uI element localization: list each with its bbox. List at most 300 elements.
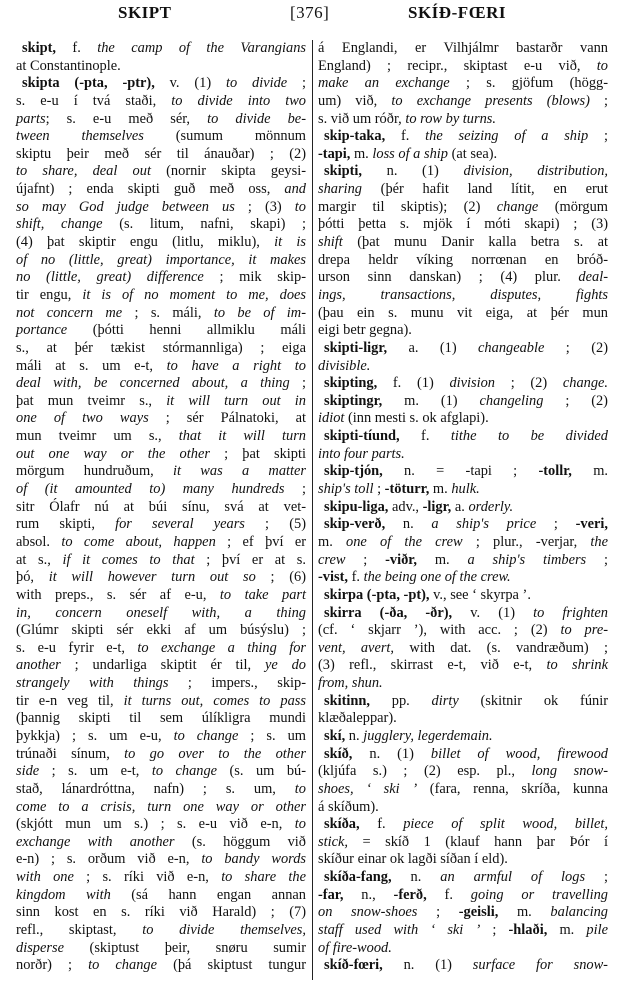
text-line [16, 851, 306, 869]
translation-text: portance [16, 322, 68, 339]
body-text: skiptu þeir með sér til ánauðar) ; (2) [16, 145, 306, 162]
translation-text: it is [274, 234, 306, 251]
translation-text: to be of im- [213, 304, 306, 321]
translation-text: parts [16, 110, 46, 127]
text-line [16, 940, 306, 958]
text-line [318, 552, 608, 570]
headword: skíð-fœri, [324, 957, 383, 974]
text-line [318, 587, 608, 605]
body-text: ; (6) [255, 569, 306, 586]
text-line [16, 516, 306, 534]
body-text: ; [480, 922, 509, 939]
translation-text: hulk. [451, 481, 480, 498]
text-line [16, 534, 306, 552]
text-line [16, 622, 306, 640]
translation-text: a ship's timbers [467, 551, 587, 568]
translation-text: the seizing of a ship [425, 128, 589, 145]
translation-text: staff used with ‘ ski ’ [318, 922, 481, 939]
translation-text: it will turn out in [166, 392, 306, 409]
translation-text: deal with, be concerned about, a thing [16, 375, 290, 392]
body-text: m. [416, 551, 468, 568]
translation-text: changeable [478, 339, 545, 356]
translation-text: ship's toll [318, 481, 374, 498]
body-text: mörgum hundruðum, [16, 463, 174, 480]
text-line [16, 252, 306, 270]
text-line [318, 922, 608, 940]
translation-text: it was a matter [173, 463, 307, 480]
headword: skíð, [324, 745, 353, 762]
headword: skíða-fang, [324, 869, 392, 886]
translation-text: to take part [219, 586, 306, 603]
text-line [318, 199, 608, 217]
text-line [318, 181, 608, 199]
text-line [16, 569, 306, 587]
text-line [16, 693, 306, 711]
body-text: n. [385, 516, 432, 533]
translation-text: shoes, ‘ ski ’ [318, 780, 418, 797]
translation-text: shift, change [16, 216, 103, 233]
text-line [318, 393, 608, 411]
translation-text: a ship's price [431, 516, 537, 533]
text-line [16, 605, 306, 623]
text-line [318, 763, 608, 781]
body-text: (þótti henni allmiklu máli [67, 322, 306, 339]
text-line [318, 463, 608, 481]
translation-text: divisible. [318, 357, 371, 374]
body-text: s. við um róðr, [318, 110, 406, 127]
translation-text: to go over to the other [124, 745, 306, 762]
translation-text: to come about, happen [61, 533, 216, 550]
text-line [318, 163, 608, 181]
body-text: ; sér Pálnatoki, at [148, 410, 306, 427]
text-line [318, 605, 608, 623]
body-text: ; [585, 869, 608, 886]
translation-text: changeling [479, 392, 544, 409]
body-text: á Englandi, er Vilhjálmr bastarðr vann [318, 40, 608, 56]
translation-text: not concern me [16, 304, 123, 321]
translation-text: disperse [16, 939, 64, 956]
text-line [16, 58, 306, 76]
body-text: (4) þat skiptir engu (litlu, miklu), [16, 234, 275, 251]
body-text: (kljúfa s.) ; (2) esp. pl., [318, 763, 532, 780]
body-text: e-n) ; s. orðum við e-n, [16, 851, 202, 868]
body-text: at s., [16, 551, 63, 568]
body-text: (sá hann engan annan [110, 886, 306, 903]
body-text: ; [345, 551, 386, 568]
text-line [16, 428, 306, 446]
text-line [16, 816, 306, 834]
text-line [318, 216, 608, 234]
text-line [318, 410, 608, 428]
text-line [318, 481, 608, 499]
headword: -far, [318, 886, 344, 903]
text-line [16, 40, 306, 58]
text-line [16, 746, 306, 764]
translation-text: to [596, 57, 608, 74]
text-line [318, 428, 608, 446]
text-line [318, 40, 608, 58]
text-line [318, 499, 608, 517]
text-line [318, 234, 608, 252]
translation-text: deal- [578, 269, 608, 286]
body-text: f. [56, 40, 98, 56]
body-text: (þau ein s. munu vit eiga, at þér mun [318, 304, 608, 321]
headword: skipt, [22, 40, 56, 56]
text-line [318, 58, 608, 76]
text-line [16, 463, 306, 481]
body-text: ; þat skipti [209, 445, 306, 462]
body-text: v. (1) [154, 75, 226, 92]
translation-text: one of two ways [16, 410, 149, 427]
translation-text: one of the crew [346, 533, 463, 550]
translation-text: and [284, 181, 306, 198]
body-text: (at sea). [447, 145, 498, 162]
text-line [318, 111, 608, 129]
body-text: v., see ‘ skyrpa ’. [429, 586, 531, 603]
translation-text: in, concern oneself with, a thing [16, 604, 306, 621]
translation-text: crew [318, 551, 346, 568]
text-line [16, 234, 306, 252]
text-line [16, 887, 306, 905]
body-text: a. (1) [387, 339, 479, 356]
translation-text: another [16, 657, 61, 674]
body-text: n. = -tapi ; [382, 463, 539, 480]
translation-text: from, shun. [318, 675, 383, 692]
right-column [318, 40, 608, 975]
headword: -ligr, [422, 498, 452, 515]
translation-text: sharing [318, 181, 362, 198]
translation-text: tithe to be divided [450, 428, 608, 445]
translation-text: an armful of logs [440, 869, 586, 886]
body-text: (þér hafit land lítit, en erut [361, 181, 608, 198]
headword: -tollr, [538, 463, 572, 480]
body-text: m. [498, 904, 551, 921]
left-guide-word: SKIPT [118, 3, 172, 22]
body-text: (skiptust þeir, snøru sumir [63, 939, 306, 956]
body-text: at Constantinople. [16, 57, 121, 74]
headword: skipti, [324, 163, 362, 180]
body-text: ; s. ríki við e-n, [73, 869, 222, 886]
body-text: ; því er at s. [194, 551, 306, 568]
translation-text: stick, [318, 833, 348, 850]
translation-text: make an exchange [318, 75, 450, 92]
translation-text: piece of split wood, billet, [403, 816, 609, 833]
translation-text: dirty [431, 692, 459, 709]
text-line [318, 781, 608, 799]
translation-text: come to a crisis, turn one way or other [16, 798, 306, 815]
body-text: m. (1) [382, 392, 480, 409]
translation-text: division, distribution, [463, 163, 608, 180]
translation-text: billet of wood, firewood [430, 745, 608, 762]
body-text: s. e-u í tvá staði, [16, 92, 172, 109]
text-line [318, 358, 608, 376]
translation-text: to frighten [533, 604, 608, 621]
translation-text: to change [173, 727, 239, 744]
headword: skiptingr, [324, 392, 383, 409]
body-text: (nornir skipta geysi- [150, 163, 306, 180]
column-divider [312, 40, 313, 980]
body-text: v. (1) [452, 604, 534, 621]
headword: skipta (-pta, -ptr), [22, 75, 155, 92]
body-text: ; s. gjöfum (högg- [449, 75, 609, 92]
body-text: m. [350, 145, 373, 162]
body-text: újafnt) ; enda skipti guð með oss, [16, 181, 285, 198]
headword: -vist, [318, 569, 348, 586]
text-line [318, 375, 608, 393]
translation-text: jugglery, legerdemain. [363, 727, 493, 744]
body-text: with dat. (s. vandræðum) ; [394, 639, 608, 656]
translation-text: change. [562, 375, 609, 392]
body-text: absol. [16, 533, 62, 550]
text-line [16, 128, 306, 146]
body-text: (skitnir ok fúnir [458, 692, 608, 709]
text-line [16, 481, 306, 499]
translation-text: to share the [221, 869, 306, 886]
text-line [16, 710, 306, 728]
translation-text: to [294, 780, 306, 797]
translation-text: to divide [225, 75, 288, 92]
body-text: tir e-n veg til, [16, 692, 124, 709]
headword: skipti-ligr, [324, 339, 388, 356]
text-line [318, 516, 608, 534]
translation-text: with one [16, 869, 74, 886]
body-text: ; (2) [544, 339, 608, 356]
headword: -veri, [575, 516, 608, 533]
body-text: s., at þér tækist stórmannliga) ; eiga [16, 339, 306, 356]
body-text: ; [536, 516, 576, 533]
text-line [16, 957, 306, 975]
body-text: trúnaði sínum, [16, 745, 125, 762]
body-text: n. (1) [362, 163, 464, 180]
text-line [16, 181, 306, 199]
text-line [16, 799, 306, 817]
text-line [16, 146, 306, 164]
text-line [16, 869, 306, 887]
body-text: n. (1) [382, 957, 473, 974]
translation-text: exchange with another [16, 833, 175, 850]
translation-text: balancing [550, 904, 608, 921]
headword: skirra (-ða, -ðr), [324, 604, 453, 621]
text-line [16, 904, 306, 922]
text-line [318, 904, 608, 922]
body-text: n. (1) [352, 745, 431, 762]
body-text: adv., [388, 498, 423, 515]
translation-text: of (it amounted to) many hundreds [16, 481, 285, 498]
body-text: margir til skiptis); (2) [318, 198, 497, 215]
body-text: skíður einar ok lagði síðan í eld). [318, 851, 508, 868]
translation-text: to bandy words [201, 851, 306, 868]
text-line [318, 799, 608, 817]
body-text: ; (2) [543, 392, 608, 409]
body-text: ; [586, 551, 608, 568]
text-line [318, 569, 608, 587]
text-line [318, 693, 608, 711]
body-text: þó, [16, 569, 49, 586]
body-text: þat mun tveimr s., [16, 392, 167, 409]
body-text: pp. [370, 692, 432, 709]
body-text: norðr) ; [16, 957, 89, 974]
headword: skipting, [324, 375, 378, 392]
right-guide-word: SKÍÐ-FŒRI [408, 3, 507, 22]
body-text: f. [359, 816, 404, 833]
text-line [16, 340, 306, 358]
body-text: (s. um bú- [217, 763, 306, 780]
text-line [16, 393, 306, 411]
translation-text: the [590, 533, 608, 550]
headword: skipu-liga, [324, 498, 389, 515]
body-text: (3) refl., skirrast e-t, við e-t, [318, 657, 547, 674]
translation-text: the camp of the Varangians [97, 40, 306, 56]
body-text: n., [343, 886, 394, 903]
translation-text: division [449, 375, 496, 392]
text-line [16, 640, 306, 658]
translation-text: for several years [115, 516, 245, 533]
body-text: (s. litum, nafni, skapi) ; [102, 216, 307, 233]
translation-text: to divide into two [171, 92, 306, 109]
body-text: ; [588, 128, 608, 145]
translation-text: to change [151, 763, 218, 780]
text-line [16, 410, 306, 428]
body-text: (fara, renna, skríða, kunna [417, 780, 608, 797]
translation-text: to shrink [546, 657, 608, 674]
translation-text: it will however turn out so [48, 569, 256, 586]
headword: skí, [324, 727, 346, 744]
translation-text: it is of no moment to me, does [82, 286, 307, 303]
text-line [16, 199, 306, 217]
body-text: f. [399, 428, 451, 445]
text-line [318, 710, 608, 728]
body-text: f. (1) [377, 375, 450, 392]
text-line [318, 340, 608, 358]
headword: skip-verð, [324, 516, 386, 533]
text-line [16, 163, 306, 181]
body-text: ; plur., -verjar, [462, 533, 591, 550]
text-line [318, 305, 608, 323]
text-line [16, 216, 306, 234]
body-text: stað, lánardróttna, nafn) ; s. um, [16, 780, 295, 797]
headword: -tapi, [318, 145, 351, 162]
body-text: ; (5) [244, 516, 306, 533]
headword: -ferð, [393, 886, 427, 903]
text-line [16, 763, 306, 781]
page-number: [376] [290, 3, 330, 22]
headword: skip-tjón, [324, 463, 383, 480]
text-line [16, 657, 306, 675]
left-column [16, 40, 306, 975]
translation-text: to share, deal out [16, 163, 151, 180]
translation-text: to [294, 816, 306, 833]
text-line [318, 887, 608, 905]
translation-text: to exchange a thing for [137, 639, 306, 656]
text-line [318, 851, 608, 869]
body-text: ; [284, 481, 306, 498]
text-line [318, 746, 608, 764]
body-text: f. [426, 886, 471, 903]
body-text: (sumum mönnum [143, 128, 306, 145]
text-line [16, 499, 306, 517]
translation-text: vent, avert, [318, 639, 395, 656]
text-line [16, 922, 306, 940]
body-text: (skjótt mun um s.) ; s. e-u við e-n, [16, 816, 295, 833]
body-text: England) ; recipr., skiptast e-u við, [318, 57, 597, 74]
body-text: urson sinn danskan) ; (4) plur. [318, 269, 579, 286]
text-line [16, 75, 306, 93]
translation-text: ye do [264, 657, 306, 674]
text-line [16, 305, 306, 323]
body-text: ; [289, 375, 306, 392]
headword: -hlaði, [508, 922, 548, 939]
translation-text: side [16, 763, 40, 780]
translation-text: kingdom with [16, 886, 111, 903]
body-text: máli at s. um e-t, [16, 357, 167, 374]
body-text: þótti þetta s. mjök í móti skapi) ; (3) [318, 216, 608, 233]
text-line [16, 446, 306, 464]
text-line [16, 552, 306, 570]
text-line [318, 869, 608, 887]
translation-text: out one way or the other [16, 445, 210, 462]
text-line [318, 834, 608, 852]
translation-text: into four parts. [318, 445, 405, 462]
body-text: refl., skiptast, [16, 922, 143, 939]
body-text: þykkja) ; s. um e-u, [16, 727, 174, 744]
body-text: (cf. ‘ skjarr ’), with acc. ; (2) [318, 622, 561, 639]
headword: skitinn, [324, 692, 370, 709]
text-line [318, 93, 608, 111]
body-text: klæðaleppar). [318, 710, 397, 727]
body-text: n. [391, 869, 441, 886]
translation-text: the being one of the crew. [363, 569, 511, 586]
body-text: n. [345, 727, 364, 744]
text-line [318, 75, 608, 93]
body-text: ; impers., skip- [168, 675, 307, 692]
translation-text: shift [318, 234, 343, 251]
translation-text: that it will turn [178, 428, 306, 445]
body-text: m. [571, 463, 608, 480]
body-text: ; [589, 92, 608, 109]
text-line [318, 728, 608, 746]
body-text: rum skipti, [16, 516, 116, 533]
body-text: ; undarliga skiptit ér til, [60, 657, 265, 674]
body-text: f. [347, 569, 364, 586]
text-line [318, 622, 608, 640]
text-line [16, 111, 306, 129]
translation-text: to divide themselves, [142, 922, 307, 939]
text-line [16, 375, 306, 393]
translation-text: if it comes to that [62, 551, 195, 568]
text-line [318, 322, 608, 340]
text-line [318, 675, 608, 693]
translation-text: to row by turns. [405, 110, 496, 127]
body-text: (þat munu Danir kalla betra s. at [342, 234, 608, 251]
body-text: ; [417, 904, 459, 921]
body-text: tir engu, [16, 286, 83, 303]
body-text: ; [373, 481, 385, 498]
text-line [16, 834, 306, 852]
text-line [318, 957, 608, 975]
text-line [318, 816, 608, 834]
translation-text: on snow-shoes [318, 904, 418, 921]
body-text: ; [287, 75, 307, 92]
text-line [318, 128, 608, 146]
translation-text: idiot [318, 410, 345, 427]
headword: skip-taka, [324, 128, 386, 145]
text-line [318, 446, 608, 464]
translation-text: change [496, 198, 539, 215]
translation-text: ings, transactions, disputes, fights [318, 286, 608, 303]
body-text: m. [318, 533, 346, 550]
body-text: (þannig skipti til sem úlíkligra mundi [16, 710, 306, 727]
translation-text: strangely with things [16, 675, 169, 692]
